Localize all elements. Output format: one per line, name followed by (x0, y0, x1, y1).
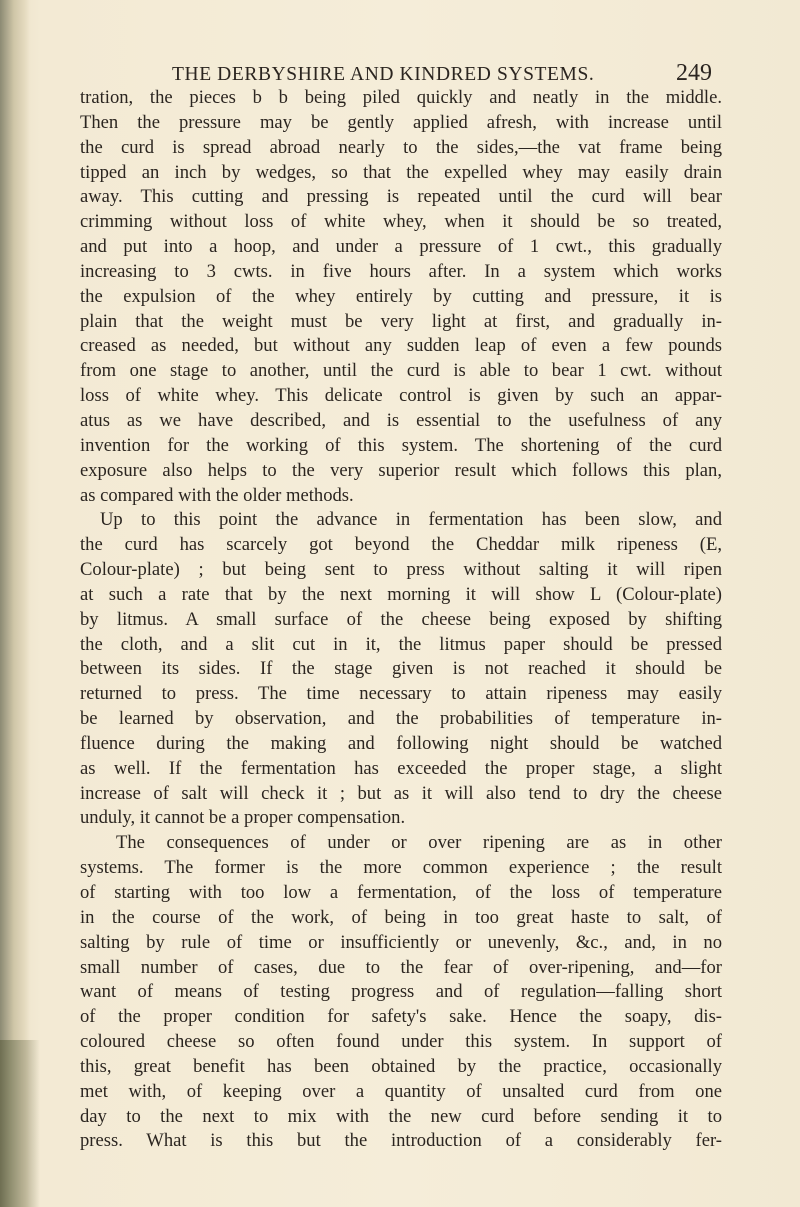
text-line: press. What is this but the introduction of a considerably fer- (80, 1130, 722, 1152)
text-line: tipped an inch by wedges, so that the expelled whey may easily drain (80, 161, 722, 183)
text-line: at such a rate that by the next morning it will show L (Colour-plate) (80, 583, 722, 605)
book-binding-edge (0, 0, 30, 1207)
text-line: increase of salt will check it ; but as it will also tend to dry the cheese (80, 782, 722, 804)
text-line: increasing to 3 cwts. in five hours after. In a system which works (80, 260, 722, 282)
text-line: fluence during the making and following night should be watched (80, 732, 722, 754)
text-line: invention for the working of this system. The shortening of the curd (80, 434, 722, 456)
text-line: as compared with the older methods. (80, 484, 354, 506)
text-line: coloured cheese so often found under this system. In support of (80, 1031, 722, 1053)
text-line: salting by rule of time or insufficiently or unevenly, &c., and, in no (80, 931, 722, 953)
body-text (80, 86, 722, 1154)
running-title: THE DERBYSHIRE AND KINDRED SYSTEMS. (172, 64, 595, 85)
text-line: the curd is spread abroad nearly to the sides,—the vat frame being (80, 136, 722, 158)
text-line: exposure also helps to the very superior result which follows this plan, (80, 459, 722, 481)
paragraph-start-line: Up to this point the advance in fermentation has been slow, and (100, 509, 722, 531)
text-line: away. This cutting and pressing is repeated until the curd will bear (80, 186, 722, 208)
text-line: Then the pressure may be gently applied afresh, with increase until (80, 111, 722, 133)
text-line: returned to press. The time necessary to attain ripeness may easily (80, 683, 722, 705)
text-line: creased as needed, but without any sudden leap of even a few pounds (80, 335, 722, 357)
text-line: as well. If the fermentation has exceeded the proper stage, a slight (80, 757, 722, 779)
paragraph-start-line: The consequences of under or over ripening are as in other (116, 832, 722, 854)
binding-shadow (0, 1040, 40, 1207)
text-line: met with, of keeping over a quantity of unsalted curd from one (80, 1080, 722, 1102)
text-line: this, great benefit has been obtained by the practice, occasionally (80, 1055, 722, 1077)
text-line: of starting with too low a fermentation, of the loss of temperature (80, 882, 722, 903)
text-line: between its sides. If the stage given is not reached it should be (80, 658, 722, 680)
text-line: the cloth, and a slit cut in it, the litmus paper should be pressed (80, 633, 722, 655)
text-line: day to the next to mix with the new curd before sending it to (80, 1105, 722, 1127)
text-line: systems. The former is the more common experience ; the result (80, 857, 722, 879)
text-line: the curd has scarcely got beyond the Cheddar milk ripeness (E, (80, 534, 722, 556)
text-line: crimming without loss of white whey, when it should be so treated, (80, 211, 722, 233)
text-line: Colour-plate) ; but being sent to press without salting it will ripen (80, 559, 722, 581)
text-line: of the proper condition for safety's sake. Hence the soapy, dis- (80, 1006, 722, 1028)
text-line: be learned by observation, and the probabilities of temperature in- (80, 708, 722, 730)
text-line: unduly, it cannot be a proper compensation. (80, 807, 406, 829)
text-line: want of means of testing progress and of regulation—falling short (80, 981, 722, 1003)
text-line: from one stage to another, until the curd is able to bear 1 cwt. without (80, 360, 722, 382)
text-line: small number of cases, due to the fear of over-ripening, and—for (80, 956, 722, 978)
text-line: by litmus. A small surface of the cheese being exposed by shifting (80, 608, 722, 630)
text-line: atus as we have described, and is essential to the usefulness of any (80, 409, 722, 431)
text-line: the expulsion of the whey entirely by cutting and pressure, it is (80, 285, 722, 307)
text-line: tration, the pieces b b being piled quickly and neatly in the middle. (80, 87, 722, 108)
page-number: 249 (676, 60, 712, 86)
page-header (172, 60, 712, 87)
text-line: loss of white whey. This delicate control is given by such an appar- (80, 385, 722, 407)
text-line: in the course of the work, of being in too great haste to salt, of (80, 906, 722, 928)
text-line: plain that the weight must be very light at first, and gradually in- (80, 310, 722, 332)
text-line: and put into a hoop, and under a pressure of 1 cwt., this gradually (80, 236, 722, 258)
